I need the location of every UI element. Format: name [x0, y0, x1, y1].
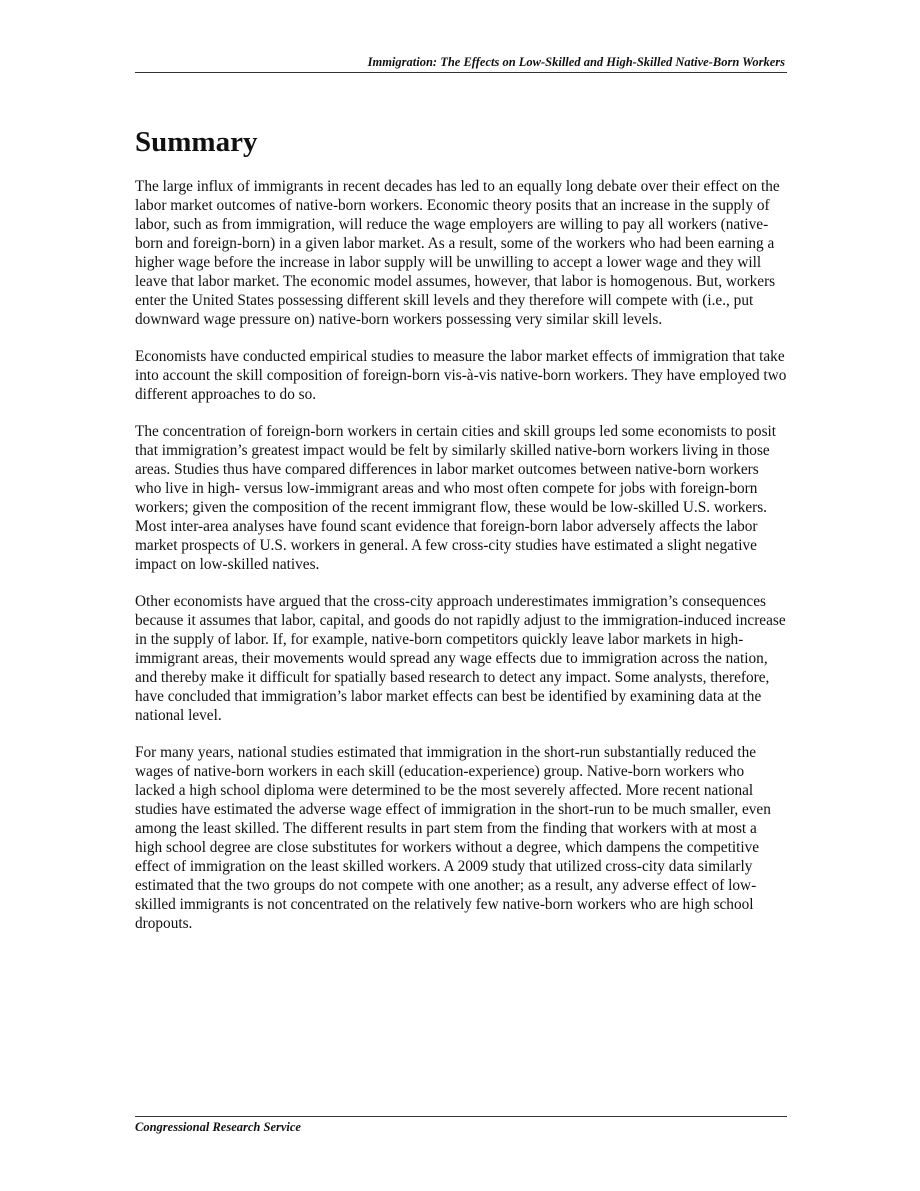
summary-body — [135, 177, 787, 951]
section-heading: Summary — [135, 126, 258, 158]
paragraph: Other economists have argued that the cross-city approach underestimates immigration’s consequences because it assumes that labor, capital, and goods do not rapidly adjust to the immigration-induced increase in the supply of labor. If, for example, native-born competitors quickly leave labor markets in high-immigrant areas, their movements would spread any wage effects due to immigration across the nation, and thereby make it difficult for spatially based research to detect any impact. Some analysts, therefore, have concluded that immigration’s labor market effects can best be identified by examining data at the national level. — [135, 593, 786, 724]
paragraph: The concentration of foreign-born workers in certain cities and skill groups led some economists to posit that immigration’s greatest impact would be felt by similarly skilled native-born workers living in those areas. Studies thus have compared differences in labor market outcomes between native-born workers who live in high- versus low-immigrant areas and who most often compete for jobs with foreign-born workers; given the composition of the recent immigrant flow, these would be low-skilled U.S. workers. Most inter-area analyses have found scant evidence that foreign-born labor adversely affects the labor market prospects of U.S. workers in general. A few cross-city studies have estimated a slight negative impact on low-skilled natives. — [135, 423, 777, 573]
paragraph: Economists have conducted empirical studies to measure the labor market effects of immigration that take into account the skill composition of foreign-born vis-à-vis native-born workers. They have employed two different approaches to do so. — [135, 348, 787, 403]
header-rule — [135, 72, 787, 73]
footer-publisher: Congressional Research Service — [135, 1120, 301, 1134]
footer-rule — [135, 1116, 787, 1117]
paragraph: For many years, national studies estimated that immigration in the short-run substantially reduced the wages of native-born workers in each skill (education-experience) group. Native-born workers who lacked a high school diploma were determined to be the most severely affected. More recent national studies have estimated the adverse wage effect of immigration in the short-run to be much smaller, even among the least skilled. The different results in part stem from the finding that workers with at most a high school degree are close substitutes for workers without a degree, which dampens the competitive effect of immigration on the least skilled workers. A 2009 study that utilized cross-city data similarly estimated that the two groups do not compete with one another; as a result, any adverse effect of low-skilled immigrants is not concentrated on the relatively few native-born workers who are high school dropouts. — [135, 744, 771, 932]
paragraph: The large influx of immigrants in recent decades has led to an equally long debate over their effect on the labor market outcomes of native-born workers. Economic theory posits that an increase in the supply of labor, such as from immigration, will reduce the wage employers are willing to pay all workers (native-born and foreign-born) in a given labor market. As a result, some of the workers who had been earning a higher wage before the increase in labor supply will be unwilling to accept a lower wage and they will leave that labor market. The economic model assumes, however, that labor is homogenous. But, workers enter the United States possessing different skill levels and they therefore will compete with (i.e., put downward wage pressure on) native-born workers possessing very similar skill levels. — [135, 178, 780, 328]
running-header-title: Immigration: The Effects on Low-Skilled and High-Skilled Native-Born Workers — [367, 55, 785, 69]
